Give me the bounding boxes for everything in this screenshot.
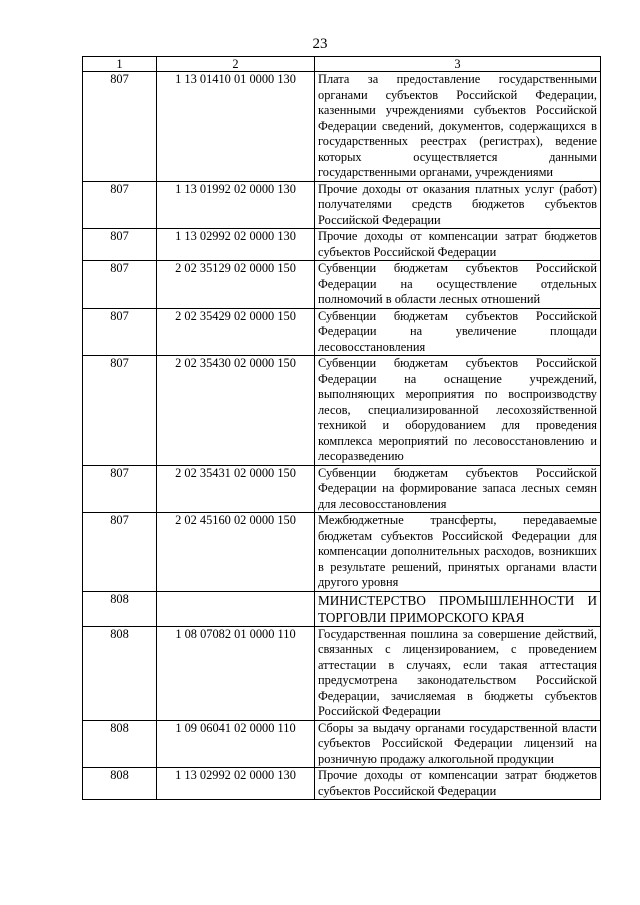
table-body bbox=[83, 72, 601, 800]
admin-code-cell: 808 bbox=[83, 591, 157, 626]
table-header-row bbox=[83, 57, 601, 72]
table-row bbox=[83, 720, 601, 768]
table-row bbox=[83, 465, 601, 513]
description-cell: Прочие доходы от компенсации затрат бюджетов субъектов Российской Федерации bbox=[315, 768, 601, 800]
revenue-code-cell: 2 02 45160 02 0000 150 bbox=[157, 513, 315, 592]
admin-code-cell: 807 bbox=[83, 513, 157, 592]
admin-code-cell: 807 bbox=[83, 72, 157, 182]
budget-revenue-table bbox=[82, 56, 601, 800]
description-cell: Субвенции бюджетам субъектов Российской Федерации на увеличение площади лесовосстановления bbox=[315, 308, 601, 356]
description-cell: МИНИСТЕРСТВО ПРОМЫШЛЕННОСТИ И ТОРГОВЛИ ПРИМОРСКОГО КРАЯ bbox=[315, 591, 601, 626]
table-row bbox=[83, 591, 601, 626]
table-row bbox=[83, 768, 601, 800]
revenue-code-cell: 2 02 35429 02 0000 150 bbox=[157, 308, 315, 356]
revenue-code-cell: 1 08 07082 01 0000 110 bbox=[157, 626, 315, 720]
description-cell: Межбюджетные трансферты, передаваемые бюджетам субъектов Российской Федерации для компенсации дополнительных расходов, возникших в результате решений, принятых органами власти другого уровня bbox=[315, 513, 601, 592]
revenue-code-cell: 1 13 01410 01 0000 130 bbox=[157, 72, 315, 182]
table-row bbox=[83, 72, 601, 182]
admin-code-cell: 808 bbox=[83, 626, 157, 720]
admin-code-cell: 807 bbox=[83, 308, 157, 356]
table-row bbox=[83, 626, 601, 720]
table-row bbox=[83, 356, 601, 466]
admin-code-cell: 808 bbox=[83, 720, 157, 768]
description-cell: Субвенции бюджетам субъектов Российской Федерации на оснащение учреждений, выполняющих мероприятия по воспроизводству лесов, специализированной лесохозяйственной техникой и оборудованием для проведения комплекса мероприятий по лесовосстановлению и лесоразведению bbox=[315, 356, 601, 466]
revenue-code-cell: 1 09 06041 02 0000 110 bbox=[157, 720, 315, 768]
admin-code-cell: 807 bbox=[83, 356, 157, 466]
column-header-2: 2 bbox=[157, 57, 315, 72]
table-row bbox=[83, 229, 601, 261]
revenue-code-cell: 2 02 35129 02 0000 150 bbox=[157, 261, 315, 309]
description-cell: Прочие доходы от компенсации затрат бюджетов субъектов Российской Федерации bbox=[315, 229, 601, 261]
revenue-code-cell: 2 02 35431 02 0000 150 bbox=[157, 465, 315, 513]
admin-code-cell: 807 bbox=[83, 229, 157, 261]
revenue-code-cell: 1 13 02992 02 0000 130 bbox=[157, 229, 315, 261]
revenue-code-cell: 2 02 35430 02 0000 150 bbox=[157, 356, 315, 466]
description-cell: Субвенции бюджетам субъектов Российской Федерации на формирование запаса лесных семян для лесовосстановления bbox=[315, 465, 601, 513]
table-row bbox=[83, 308, 601, 356]
revenue-code-cell: 1 13 01992 02 0000 130 bbox=[157, 181, 315, 229]
description-cell: Плата за предоставление государственными органами субъектов Российской Федерации, казенными учреждениями субъектов Российской Федерации сведений, документов, содержащихся в государственных реестрах (регистрах), ведение которых осуществляется данными государственными органами, учреждениями bbox=[315, 72, 601, 182]
table-row bbox=[83, 261, 601, 309]
admin-code-cell: 807 bbox=[83, 465, 157, 513]
column-header-3: 3 bbox=[315, 57, 601, 72]
page-number: 23 bbox=[312, 36, 328, 52]
description-cell: Сборы за выдачу органами государственной власти субъектов Российской Федерации лицензий на розничную продажу алкогольной продукции bbox=[315, 720, 601, 768]
revenue-code-cell bbox=[157, 591, 315, 626]
admin-code-cell: 807 bbox=[83, 181, 157, 229]
admin-code-cell: 808 bbox=[83, 768, 157, 800]
description-cell: Субвенции бюджетам субъектов Российской Федерации на осуществление отдельных полномочий в области лесных отношений bbox=[315, 261, 601, 309]
description-cell: Прочие доходы от оказания платных услуг (работ) получателями средств бюджетов субъектов Российской Федерации bbox=[315, 181, 601, 229]
revenue-code-cell: 1 13 02992 02 0000 130 bbox=[157, 768, 315, 800]
column-header-1: 1 bbox=[83, 57, 157, 72]
table-row bbox=[83, 181, 601, 229]
description-cell: Государственная пошлина за совершение действий, связанных с лицензированием, с проведением аттестации в случаях, если такая аттестация предусмотрена законодательством Российской Федерации, зачисляемая в бюджеты субъектов Российской Федерации bbox=[315, 626, 601, 720]
admin-code-cell: 807 bbox=[83, 261, 157, 309]
table-row bbox=[83, 513, 601, 592]
